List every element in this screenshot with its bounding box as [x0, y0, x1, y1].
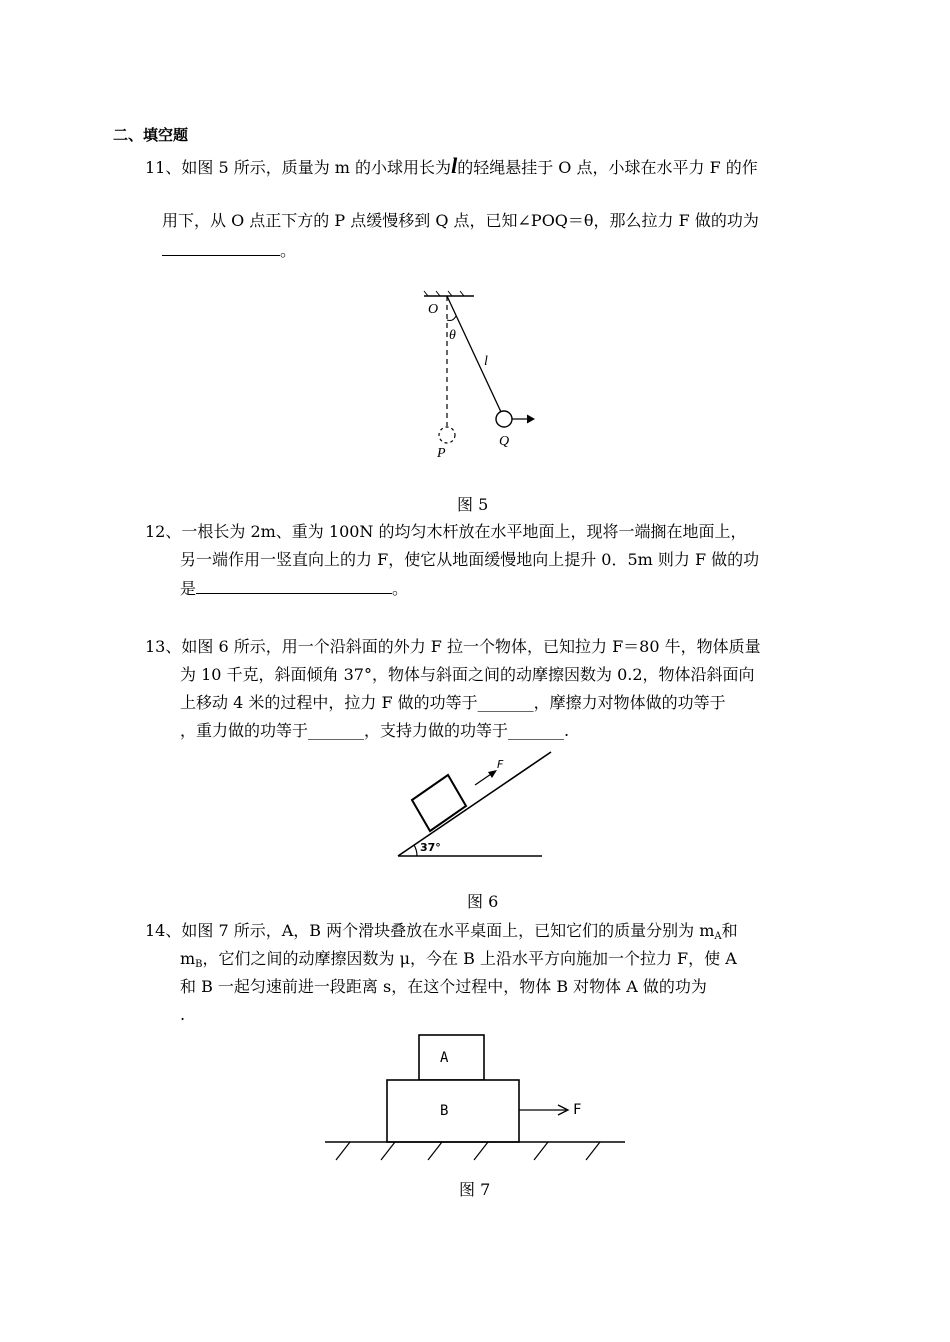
fig5-label-l: l	[484, 354, 488, 369]
force-f-arrowhead	[488, 770, 497, 778]
q14-line2	[180, 948, 737, 976]
fig5-label-o: O	[428, 302, 439, 317]
q11-line1-b: 的轻绳悬挂于 O 点，小球在水平力 F 的作	[457, 158, 758, 177]
rope-line	[447, 296, 501, 412]
q14-line2-b: ，它们之间的动摩擦因数为 μ，今在 B 上沿水平方向施加一个拉力 F，使 A	[202, 949, 737, 968]
ball-at-p	[439, 427, 455, 443]
q12-line3-end: 。	[392, 579, 409, 598]
block	[412, 775, 466, 831]
q14-line4: .	[180, 1005, 186, 1024]
q14-line1-a: 14、如图 7 所示，A，B 两个滑块叠放在水平桌面上，已知它们的质量分别为 m	[145, 921, 715, 940]
q14-sub-b: B	[195, 959, 203, 970]
q14-line3: 和 B 一起匀速前进一段距离 s，在这个过程中，物体 B 对物体 A 做的功为	[180, 977, 707, 996]
angle-arc	[414, 845, 417, 856]
fig6-label-f: F	[497, 758, 504, 771]
q11-line2: 用下，从 O 点正下方的 P 点缓慢移到 Q 点，已知∠POQ＝θ，那么拉力 F 做的功为	[162, 211, 759, 230]
fig6-label-angle: 37°	[420, 841, 441, 854]
q14-line2-m: m	[180, 949, 196, 968]
ball-at-q	[496, 411, 512, 427]
q14-line1	[145, 920, 738, 948]
fig5-label-theta: θ	[449, 328, 456, 343]
q12-line1: 12、一根长为 2m、重为 100N 的均匀木杆放在水平地面上，现将一端搁在地面上，	[145, 522, 747, 541]
fig5-label-p: P	[437, 446, 446, 461]
fig5-label-q: Q	[499, 434, 510, 449]
q11-answer-blank	[162, 241, 280, 256]
q14-sub-a: A	[714, 931, 722, 942]
q12-answer-blank	[196, 577, 392, 594]
q11-line3	[162, 240, 296, 262]
q12-line3	[180, 577, 408, 600]
q11-length-symbol: l	[451, 153, 458, 178]
figure-6-incline	[392, 748, 552, 864]
q13-line4: ，重力做的功等于_______，支持力做的功等于_______.	[180, 721, 570, 740]
fig7-label-f: F	[573, 1102, 582, 1118]
block-b	[387, 1080, 519, 1142]
q11-line1	[145, 155, 758, 179]
q11-line3-end: 。	[280, 241, 297, 260]
figure-6-caption: 图 6	[467, 892, 499, 911]
q14-line1-b: 和	[721, 921, 738, 940]
block-a	[419, 1035, 484, 1080]
figure-5-caption: 图 5	[457, 495, 489, 514]
figure-7-caption: 图 7	[459, 1180, 491, 1199]
q12-line3-start: 是	[180, 579, 197, 598]
q11-line1-a: 11、如图 5 所示，质量为 m 的小球用长为	[145, 158, 452, 177]
fig7-label-b: B	[440, 1103, 449, 1119]
theta-arc	[447, 316, 456, 321]
q13-line2: 为 10 千克，斜面倾角 37°，物体与斜面之间的动摩擦因数为 0.2，物体沿斜面向	[180, 665, 755, 684]
q13-line3: 上移动 4 米的过程中，拉力 F 做的功等于_______，摩擦力对物体做的功等于	[180, 693, 726, 712]
section-title: 二、填空题	[113, 126, 189, 144]
q12-line2: 另一端作用一竖直向上的力 F，使它从地面缓慢地向上提升 0．5m 则力 F 做的功	[180, 550, 760, 569]
q13-line1: 13、如图 6 所示，用一个沿斜面的外力 F 拉一个物体，已知拉力 F＝80 牛，物体质量	[145, 637, 761, 656]
fig7-label-a: A	[440, 1050, 449, 1066]
figure-7-blocks	[320, 1030, 630, 1170]
